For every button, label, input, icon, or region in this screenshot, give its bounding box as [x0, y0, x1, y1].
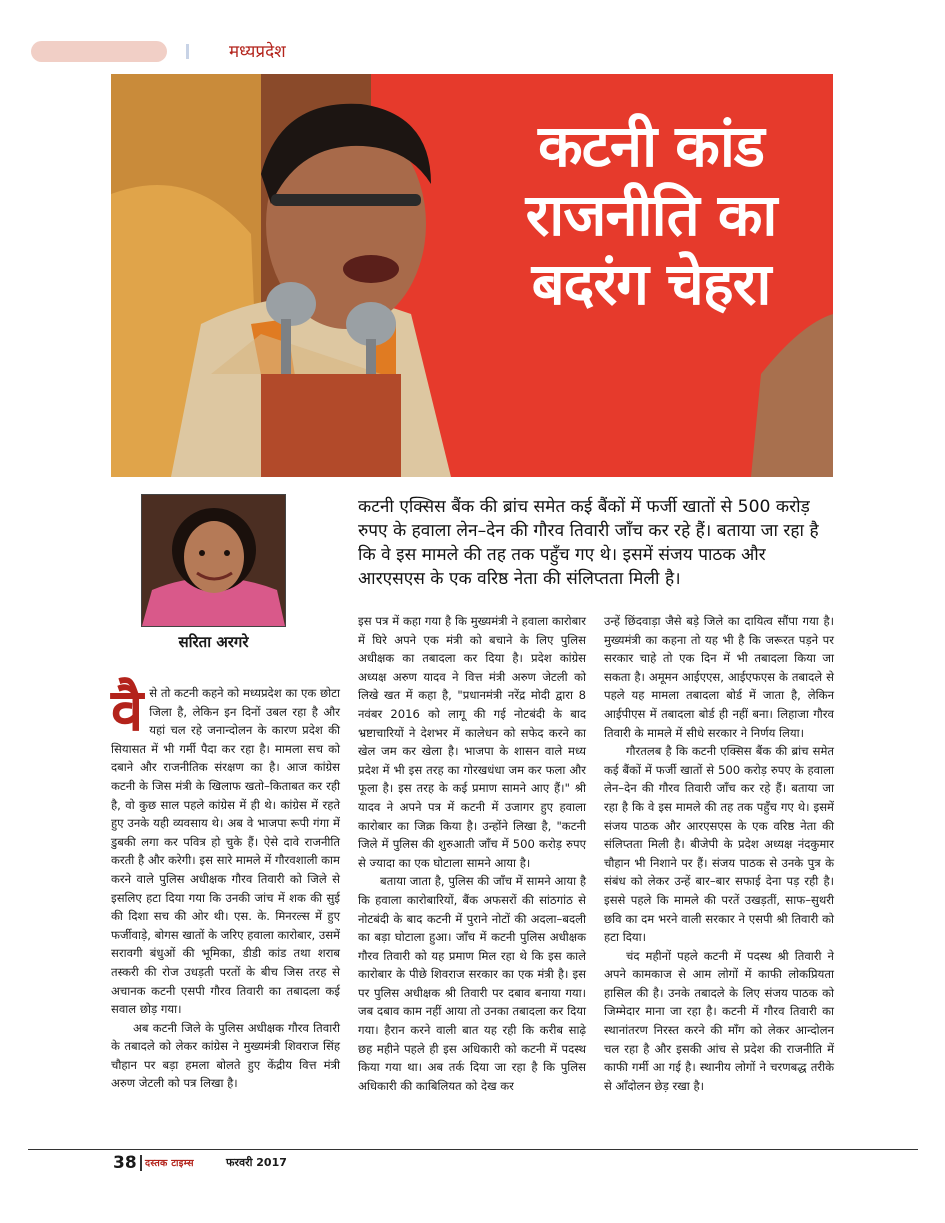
- article-column-3: [604, 612, 834, 1095]
- author-name: सरिता अरगरे: [178, 633, 249, 651]
- headline-line-3: बदरंग चेहरा: [531, 250, 771, 318]
- paragraph: चंद महीनों पहले कटनी में पदस्थ श्री तिवारी ने अपने कामकाज से आम लोगों में काफी लोकप्रियता हासिल की है। उनके तबादले के लिए संजय पाठक को जिम्मेदार माना जा रहा है। कटनी में गौरव तिवारी का स्थानांतरण निरस्त करने की माँग को लेकर आन्दोलन चल रहा है और इसकी आंच से प्रदेश की राजनीति में काफी गर्मी आ गई है। स्थानीय लोगों ने चरणबद्ध तरीके से आँदोलन छेड़ रखा है।: [604, 948, 834, 1093]
- issue-date: फरवरी 2017: [226, 1156, 287, 1169]
- article-deck: कटनी एक्सिस बैंक की ब्रांच समेत कई बैंकों में फर्जी खातों से 500 करोड़ रुपए के हवाला लेन–देन की गौरव तिवारी जाँच कर रहे हैं। बताया जा रहा है कि वे इस मामले की तह तक पहुँच गए थे। इसमें संजय पाठक और आरएसएस के एक वरिष्ठ नेता की संलिप्तता मिली है।: [358, 497, 819, 589]
- article-column-2: [358, 612, 586, 1095]
- footer-rule: [28, 1149, 918, 1150]
- section-label: मध्यप्रदेश: [229, 42, 286, 62]
- article-column-1: [111, 676, 340, 1093]
- hero-image: [111, 74, 833, 477]
- paragraph: उन्हें छिंदवाड़ा जैसे बड़े जिले का दायित्व सौंपा गया है। मुख्यमंत्री का कहना तो यह भी है कि जरूरत पड़ने पर सरकार चाहे तो एक दिन में भी तबादला किया जा सकता है। अमूमन आईएएस, आईएफएस के तबादले से पहले यह मामला तबादला बोर्ड में जाता है, लेकिन आईपीएस में तबादला बोर्ड ही नहीं बना। लिहाजा गौरव तिवारी के मामले में सीधे सरकार ने निर्णय लिया।: [604, 614, 834, 740]
- headline: [491, 112, 811, 319]
- section-pill: [31, 41, 167, 62]
- paragraph: से तो कटनी कहने को मध्यप्रदेश का एक छोटा जिला है, लेकिन इन दिनों उबल रहा है और यहां चल रहे जनान्दोलन के कारण प्रदेश की सियासत में भी गर्मी पैदा कर रहा है। मामला सच को दबाने और राजनीतिक संरक्षण का है। आज कांग्रेस कटनी के जिस मंत्री के खिलाफ खतो–किताबत कर रही है, वो कुछ साल पहले कांग्रेस में ही थे। कांग्रेस में रहते हुए उनके यही व्यवसाय थे। अब वे भाजपा रूपी गंगा में डुबकी लगा कर पवित्र हो चुके हैं। ऐसे दावे राजनीति करती है और करेगी। इस सारे मामले में गौरवशाली काम करने वाले पुलिस अधीक्षक गौरव तिवारी को जिले से इसलिए हटा दिया गया कि उनकी जांच में शक की सुई की दिशा सच की ओर थी। एस. के. मिनरल्स में हुए फर्जीवाड़े, बोगस खातों के जरिए हवाला कारोबार, उसमें सरावगी बंधुओं की भूमिका, डीडी कांड तथा शराब तस्करी की रोज उधड़ती परतों के बीच जिस तरह से अचानक कटनी एसपी गौरव तिवारी का तबादला कई सवाल छोड़ गया।: [111, 686, 340, 1017]
- headline-line-2: राजनीति का: [525, 181, 777, 249]
- magazine-logo: दस्तक टाइम्स: [145, 1158, 194, 1169]
- paragraph: इस पत्र में कहा गया है कि मुख्यमंत्री ने हवाला कारोबार में घिरे अपने एक मंत्री को बचाने के लिए पुलिस अधीक्षक का तबादला कर दिया है। प्रदेश कांग्रेस अध्यक्ष अरुण यादव ने वित्त मंत्री अरुण जेटली को लिखे खत में कहा है, "प्रधानमंत्री नरेंद्र मोदी द्वारा 8 नवंबर 2016 को लागू की गई नोटबंदी के बाद भ्रष्टाचारियों ने देशभर में कालेधन को सफेद करने का खेल जम कर खेला है। भाजपा के शासन वाले मध्य प्रदेश में भी इस तरह का गोरखधंधा जम कर फला और फूला है। इस तरह के कई प्रमाण सामने आए हैं।" श्री यादव ने अपने पत्र में कटनी में उजागर हुए हवाला कारोबार का जिक्र किया है। उन्होंने लिखा है, "कटनी जिले में पुलिस की शुरुआती जाँच में 500 करोड़ रुपए से ज्यादा का एक घोटाला सामने आया है।: [358, 614, 586, 870]
- paragraph: अब कटनी जिले के पुलिस अधीक्षक गौरव तिवारी के तबादले को लेकर कांग्रेस ने मुख्यमंत्री शिवराज सिंह चौहान पर बड़ा हमला बोलते हुए केंद्रीय वित्त मंत्री अरुण जेटली को पत्र लिखा है।: [111, 1020, 340, 1091]
- section-divider: [186, 44, 189, 59]
- drop-cap: वै: [111, 676, 144, 744]
- author-photo: [141, 494, 286, 627]
- page-number: 38: [113, 1153, 137, 1173]
- paragraph: गौरतलब है कि कटनी एक्सिस बैंक की ब्रांच समेत कई बैंकों में फर्जी खातों से 500 करोड़ रुपए के हवाला लेन–देन की गौरव तिवारी जाँच कर रहे हैं। बताया जा रहा है कि वे इस मामले की तह तक पहुँच गए थे। इसमें संजय पाठक और आरएसएस के एक वरिष्ठ नेता की संलिप्तता मिली है। बीजेपी के प्रदेश अध्यक्ष नंदकुमार चौहान भी निशाने पर हैं। संजय पाठक से उनके पुत्र के संबंध को लेकर उन्हें बार–बार सफाई देना पड़ रही है। इससे पहले कि मामले की परतें उखड़तीं, साफ–सुथरी छवि का दम भरने वाली सरकार ने एसपी श्री तिवारी को हटा दिया।: [604, 744, 834, 945]
- headline-line-1: कटनी कांड: [538, 112, 764, 180]
- paragraph: बताया जाता है, पुलिस की जाँच में सामने आया है कि हवाला कारोबारियों, बैंक अफसरों की सांठगांठ से नोटबंदी के बाद कटनी में पुराने नोटों की अदला–बदली का बड़ा घोटाला हुआ। जाँच में कटनी पुलिस अधीक्षक गौरव तिवारी को यह प्रमाण मिल रहा थे कि इस काले कारोबार के पीछे शिवराज सरकार का एक मंत्री है। इस पर पुलिस अधीक्षक श्री तिवारी पर दबाव बनाया गया। जब दबाव काम नहीं आया तो उनका तबादला कर दिया गया। हैरान करने वाली बात यह रही कि करीब साढ़े छह महीने पहले ही इस अधिकारी को कटनी में पदस्थ किया गया था। अब तर्क दिया जा रहा है कि पुलिस अधिकारी की काबिलियत को देख कर: [358, 874, 586, 1093]
- footer-divider: [140, 1155, 142, 1171]
